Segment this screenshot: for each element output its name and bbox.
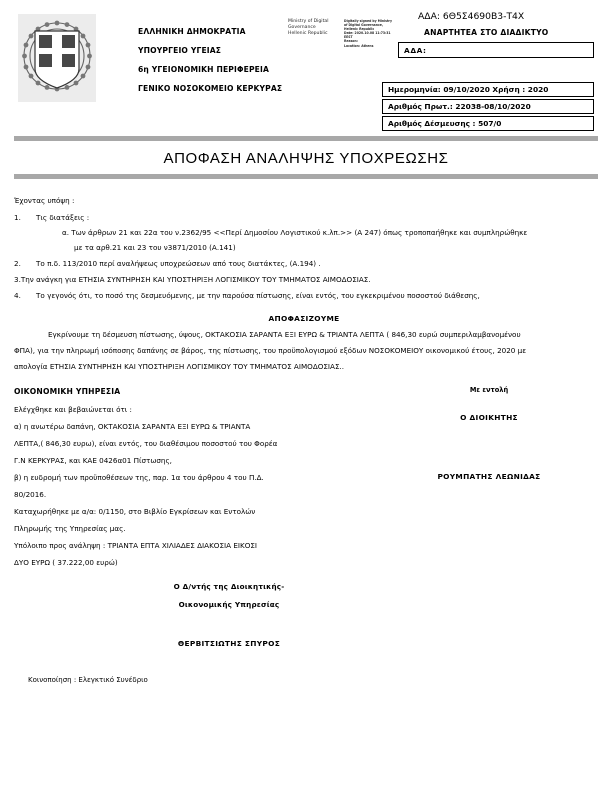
financial-line-5: β) η ευδρομή των προϋποθέσεων της, παρ. 1α του άρθρου 4 του Π.Δ. <box>14 473 264 482</box>
signature-authority-line2: Governance <box>288 25 316 31</box>
org-line-republic: ΕΛΛΗΝΙΚΗ ΔΗΜΟΚΡΑΤΙΑ <box>138 27 246 36</box>
org-line-health-region: 6η ΥΓΕΙΟΝΟΜΙΚΗ ΠΕΡΙΦΕΡΕΙΑ <box>138 65 269 74</box>
org-line-hospital: ΓΕΝΙΚΟ ΝΟΣΟΚΟΜΕΙΟ ΚΕΡΚΥΡΑΣ <box>138 84 283 93</box>
financial-line-2: α) η ανωτέρω δαπάνη, ΟΚΤΑΚΟΣΙΑ ΣΑΡΑΝΤΑ ΕΞΙ ΕΥΡΩ & ΤΡΙΑΝΤΑ <box>14 422 251 431</box>
financial-line-1: Ελέγχθηκε και βεβαιώνεται ότι : <box>14 405 132 414</box>
digital-signature-stamp <box>288 19 406 48</box>
document-body <box>0 179 612 688</box>
director-role-line1: Ο Δ/ντής της Διοικητικής- <box>173 582 285 591</box>
org-line-ministry: ΥΠΟΥΡΓΕΙΟ ΥΓΕΙΑΣ <box>138 46 222 55</box>
list-item-4-text: Το γεγονός ότι, το ποσό της δεσμευόμενης, με την παρούσα πίστωσης, είναι εντός, του εγκεκριμένου ποσοστού διάθεσης, <box>36 291 480 300</box>
financial-line-4: Γ.Ν ΚΕΡΚΥΡΑΣ, και ΚΑΕ 0426α01 Πίστωσης, <box>14 456 172 465</box>
preamble-text: Έχοντας υπόψη : <box>14 196 75 205</box>
list-item-1 <box>14 210 594 225</box>
list-item-2-text: Το π.δ. 113/2010 περί αναλήψεως υποχρεώσεων από τους διατάκτες, (Α.194) . <box>36 259 321 268</box>
ada-input-box[interactable] <box>398 42 594 58</box>
protocol-number-box: Αριθμός Πρωτ.: 22038-08/10/2020 <box>382 99 594 114</box>
decision-heading: ΑΠΟΦΑΣΙΖΟΥΜΕ <box>268 314 340 323</box>
commitment-number-box: Αριθμός Δέσμευσης : 507/0 <box>382 116 594 131</box>
list-item-1a-line2: με τα αρθ.21 και 23 του ν3871/2010 (Α.141) <box>74 243 236 252</box>
director-role-line2: Οικονομικής Υπηρεσίας <box>178 600 280 609</box>
list-item-1-text: Τις διατάξεις : <box>36 213 90 222</box>
signature-details <box>344 19 402 48</box>
list-item-1a-line1: α. Των άρθρων 21 και 22α του ν.2362/95 <<Περί Δημοσίου Λογιστικού κ.λπ.>> (Α 247) όπως τροποπαήθηκε και συμπληρώθηκε <box>62 228 528 237</box>
administrator-role: Ο ΔΙΟΙΚΗΤΗΣ <box>460 413 518 422</box>
signature-detail-4: Date: 2020.10.08 11:73:31 <box>344 31 391 36</box>
decision-line-1-text: Εγκρίνουμε τη δέσμευση πίστωσης, ύψους, ΟΚΤΑΚΟΣΙΑ ΣΑΡΑΝΤΑ ΕΞΙ ΕΥΡΩ & ΤΡΙΑΝΤΑ ΛΕΠΤΑ ( 846,30 ευρώ συμπεριλαμβανομένου <box>48 330 521 339</box>
notification-footer: Κοινοποίηση : Ελεγκτικό Συνέδριο <box>28 676 148 684</box>
financial-service-block <box>14 383 344 571</box>
signature-detail-7: Location: Athens <box>344 43 374 48</box>
financial-line-3: ΛΕΠΤΑ,( 846,30 ευρω), είναι εντός, του διαθέσιμου ποσοστού του Φορέα <box>14 439 278 448</box>
signature-authority-line1: Ministry of Digital <box>288 19 329 24</box>
document-header <box>0 0 612 128</box>
financial-and-authority-section <box>14 383 594 571</box>
decision-line-2: ΦΠΑ), για την πληρωμή ισόποσης δαπάνης σε βάρος, της πίστωσης, του προϋπολογισμού εξόδων ΝΟΣΟΚΟΜΕΙΟΥ οικονομικού έτους, 2020 με <box>14 346 527 355</box>
list-item-1-number: 1. <box>14 213 21 222</box>
signature-detail-6: Reason: <box>344 39 358 44</box>
list-item-3: 3.Την ανάγκη για ΕΤΗΣΙΑ ΣΥΝΤΗΡΗΣΗ ΚΑΙ ΥΠΟΣΤΗΡΙΞΗ ΛΟΓΙΣΜΙΚΟΥ ΤΟΥ ΤΜΗΜΑΤΟΣ ΑΙΜΟΔΟΣΙΑΣ. <box>14 275 371 284</box>
list-item-4 <box>14 288 594 303</box>
page-title: ΑΠΟΦΑΣΗ ΑΝΑΛΗΨΗΣ ΥΠΟΧΡΕΩΣΗΣ <box>163 150 449 167</box>
greek-coat-of-arms-emblem <box>18 14 96 102</box>
ada-code: ΑΔΑ: 6Θ5Σ4690Β3-Τ4Χ <box>418 11 525 22</box>
signature-detail-2: of Digital Governance, <box>344 23 384 28</box>
list-item-4-number: 4. <box>14 291 21 300</box>
by-order-label: Με εντολή <box>469 386 509 394</box>
financial-line-8: Πληρωμής της Υπηρεσίας μας. <box>14 524 126 533</box>
financial-service-heading: ΟΙΚΟΝΟΜΙΚΗ ΥΠΗΡΕΣΙΑ <box>14 387 121 396</box>
decision-line-1 <box>14 327 594 342</box>
date-box: Ημερομηνία: 09/10/2020 Χρήση : 2020 <box>382 82 594 97</box>
ada-box-label: ΑΔΑ: <box>404 45 427 55</box>
authority-block <box>384 383 594 484</box>
administrator-name: ΡΟΥΜΠΑΤΗΣ ΛΕΩΝΙΔΑΣ <box>437 472 541 481</box>
anartitea-label: ΑΝΑΡΤΗΤΕΑ ΣΤΟ ΔΙΑΔΙΚΤΥΟ <box>424 28 549 37</box>
financial-line-6: 80/2016. <box>14 490 47 499</box>
director-signature-block <box>14 579 594 651</box>
signature-detail-3: Hellenic Republic <box>344 27 375 32</box>
financial-line-7: Καταχωρήθηκε με α/α: 0/1150, στο Βιβλίο Εγκρίσεων και Εντολών <box>14 507 256 516</box>
signature-detail-1: Digitally signed by Ministry <box>344 19 392 23</box>
financial-line-10: ΔΥΟ ΕΥΡΩ ( 37.222,00 ευρώ) <box>14 558 118 567</box>
list-item-2-number: 2. <box>14 259 21 268</box>
list-item-2 <box>14 256 594 271</box>
signature-authority-line3: Hellenic Republic <box>288 31 328 37</box>
signature-detail-5: EEST <box>344 35 353 40</box>
director-name: ΘΕΡΒΙΤΣΙΩΤΗΣ ΣΠΥΡΟΣ <box>177 639 281 648</box>
signature-authority <box>288 19 340 48</box>
financial-line-9: Υπόλοιπο προς ανάληψη : ΤΡΙΑΝΤΑ ΕΠΤΑ ΧΙΛΙΑΔΕΣ ΔΙΑΚΟΣΙΑ ΕΙΚΟΣΙ <box>14 541 258 550</box>
decision-line-3: απολογία ΕΤΗΣΙΑ ΣΥΝΤΗΡΗΣΗ ΚΑΙ ΥΠΟΣΤΗΡΙΞΗ ΛΟΓΙΣΜΙΚΟΥ ΤΟΥ ΤΜΗΜΑΤΟΣ ΑΙΜΟΔΟΣΙΑΣ.. <box>14 362 345 371</box>
